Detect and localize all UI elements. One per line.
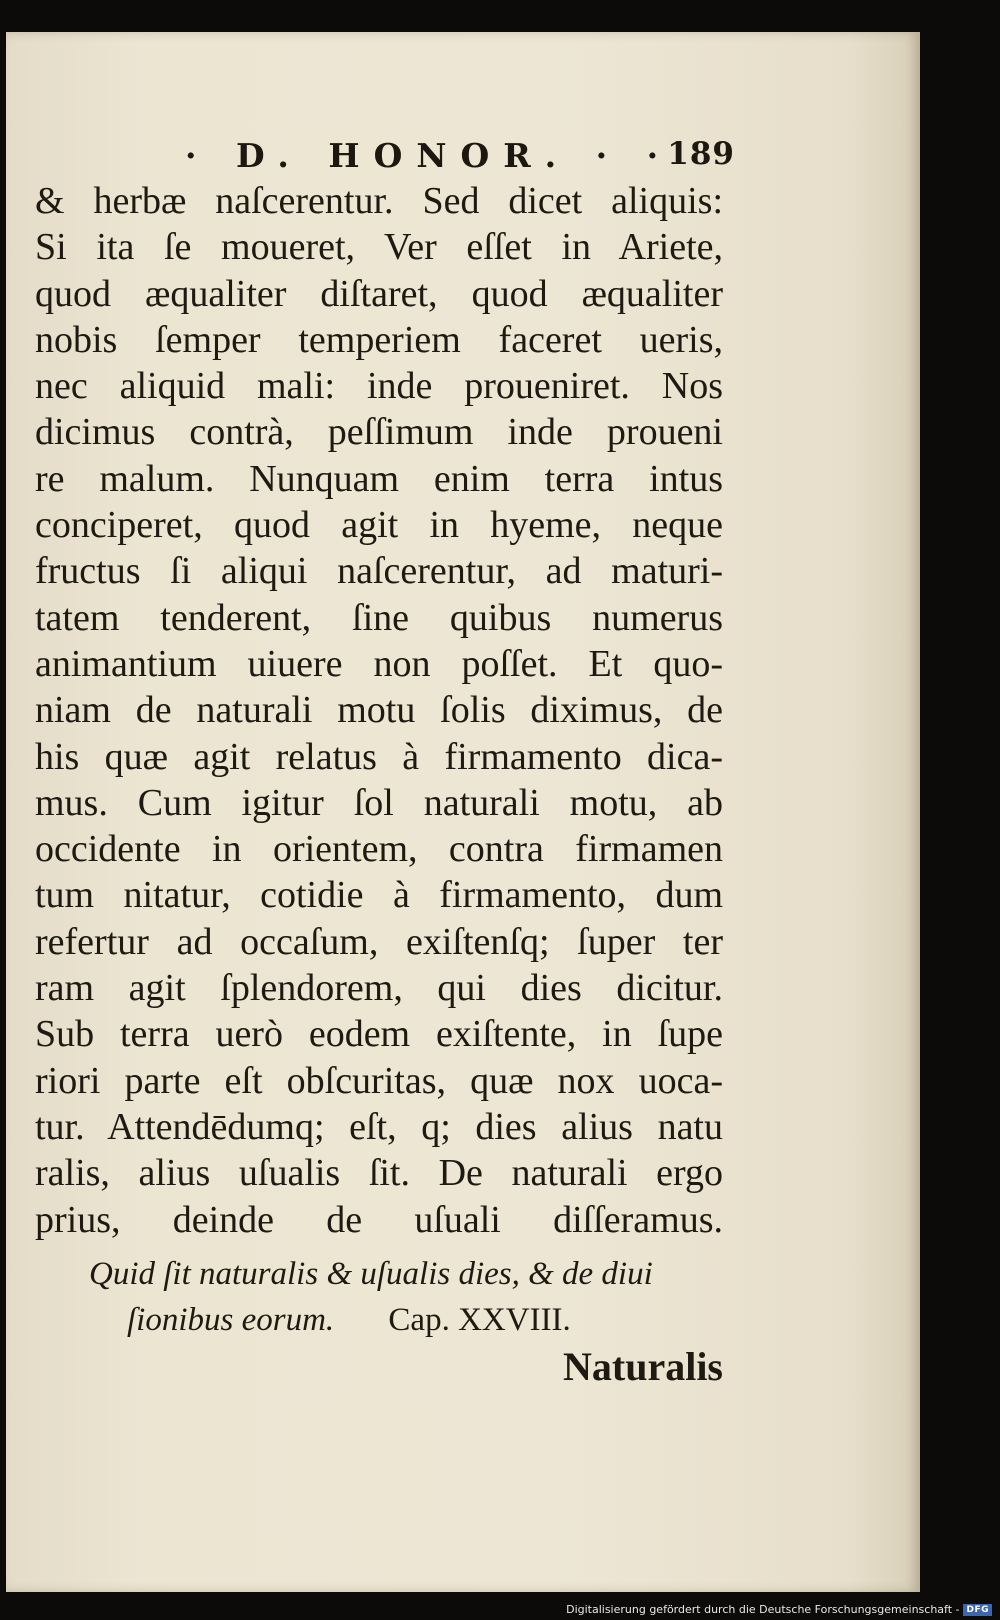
text-line: niam de naturali motu ſolis diximus, de (35, 689, 723, 732)
text-line: conciperet, quod agit in hyeme, neque (35, 504, 723, 547)
text-line: tatem tenderent, ſine quibus numerus (35, 596, 723, 639)
text-line: fructus ſi aliqui naſcerentur, ad maturi- (35, 550, 723, 593)
text-line: animantium uiuere non poſſet. Et quo- (35, 642, 723, 685)
text-line: re malum. Nunquam enim terra intus (35, 457, 723, 500)
running-head (35, 132, 735, 182)
text-line: occidente in orientem, contra firmamen (35, 828, 723, 871)
text-line: ralis, alius uſualis ſit. De naturali ergo (35, 1152, 723, 1195)
catchword: Naturalis (563, 1343, 723, 1389)
text-line: nec aliquid mali: inde proueniret. Nos (35, 365, 723, 408)
running-title: · D. HONOR. · · (185, 136, 673, 175)
chapter-heading-line: Quid ſit naturalis & uſualis dies, & de diui (89, 1255, 653, 1292)
text-line: dicimus contrà, peſſimum inde proueni (35, 411, 723, 454)
chapter-heading-text: ſionibus eorum. (127, 1301, 335, 1338)
text-line: refertur ad occaſum, exiſtenſq; ſuper ter (35, 920, 723, 963)
text-line: ram agit ſplendorem, qui dies dicitur. (35, 967, 723, 1010)
book-page (6, 32, 920, 1592)
text-line: Sub terra uerò eodem exiſtente, in ſupe (35, 1013, 723, 1056)
text-line: & herbæ naſcerentur. Sed dicet aliquis: (35, 180, 723, 222)
body-text (35, 178, 735, 1243)
text-line: Si ita ſe moueret, Ver eſſet in Ariete, (35, 226, 723, 269)
text-line: prius, deinde de uſuali diſſeramus. (35, 1198, 723, 1241)
text-line: riori parte eſt obſcuritas, quæ nox uoca- (35, 1059, 723, 1102)
text-line: nobis ſemper temperiem faceret ueris, (35, 318, 723, 361)
text-line: mus. Cum igitur ſol naturali motu, ab (35, 781, 723, 824)
text-line: quod æqualiter diſtaret, quod æqualiter (35, 272, 723, 315)
chapter-number: Cap. XXVIII. (388, 1301, 571, 1338)
chapter-heading-line (35, 1297, 735, 1343)
digitization-credit (566, 1603, 992, 1616)
page-number: 189 (667, 136, 735, 172)
text-line: his quæ agit relatus à firmamento dica- (35, 735, 723, 778)
page-content (35, 132, 735, 1390)
dfg-logo: DFG (963, 1604, 992, 1616)
text-line: tur. Attendēdumq; eſt, q; dies alius natu (35, 1105, 723, 1148)
text-line: tum nitatur, cotidie à firmamento, dum (35, 874, 723, 917)
digitization-credit-text: Digitalisierung gefördert durch die Deutsche Forschungsgemeinschaft - (566, 1603, 960, 1616)
chapter-heading (35, 1251, 735, 1343)
